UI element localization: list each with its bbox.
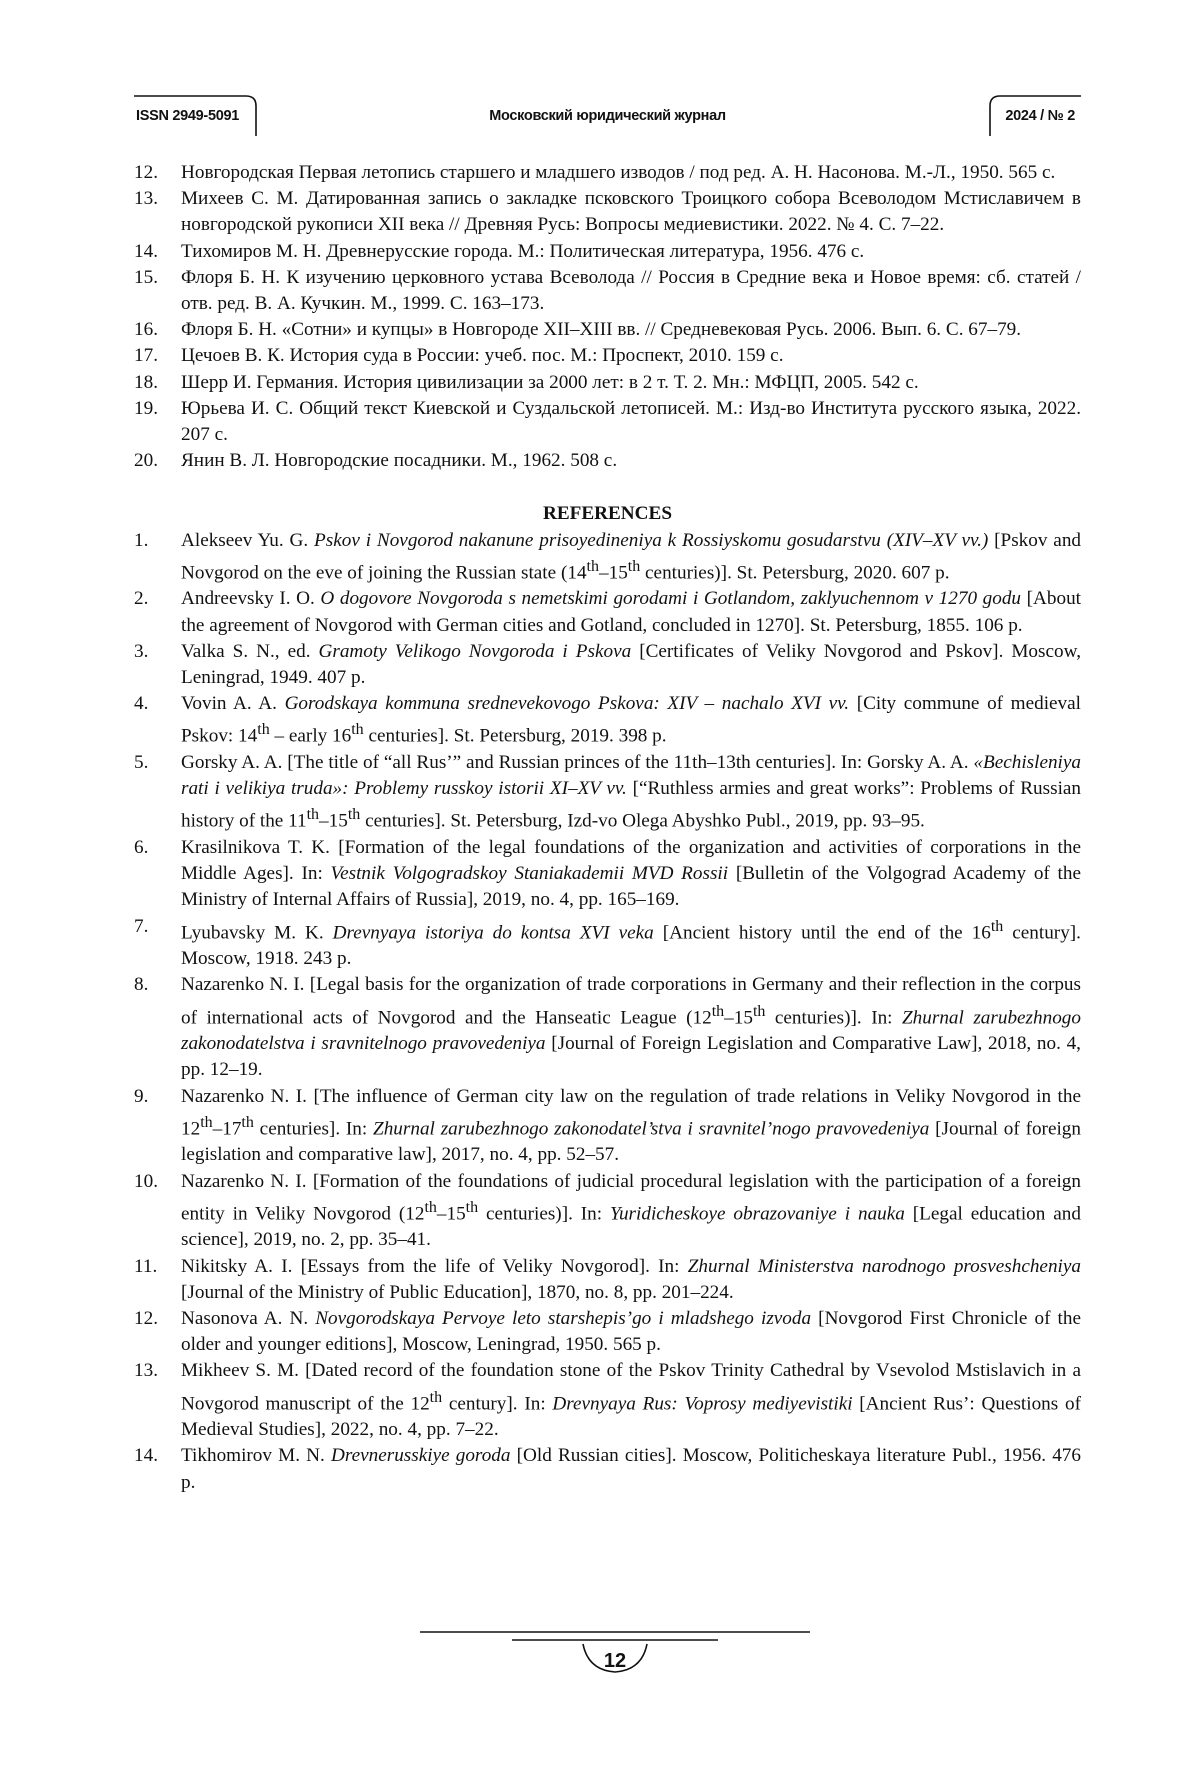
english-reference-item	[134, 586, 1081, 638]
russian-reference-item	[134, 343, 1081, 369]
russian-reference-item	[134, 448, 1081, 474]
russian-reference-item	[134, 160, 1081, 186]
reference-text: Vovin A. A. Gorodskaya kommuna srednevekovogo Pskova: XIV – nachalo XVI vv. [City commune of medieval Pskov: 14th – early 16th centuries]. St. Petersburg, 2019. 398 p.	[181, 693, 1081, 747]
reference-text: Юрьева И. С. Общий текст Киевской и Суздальской летописей. М.: Изд-во Института русского языка, 2022. 207 с.	[181, 397, 1081, 446]
reference-text: Тихомиров М. Н. Древнерусские города. М.: Политическая литература, 1956. 476 с.	[181, 240, 865, 262]
russian-reference-item	[134, 186, 1081, 238]
reference-text: Nikitsky A. I. [Essays from the life of Veliky Novgorod]. In: Zhurnal Ministerstva narodnogo prosveshcheniya [Journal of the Ministry of Public Education], 1870, no. 8, pp. 201–224.	[181, 1255, 1081, 1303]
english-reference-item	[134, 1254, 1081, 1306]
russian-reference-item	[134, 265, 1081, 317]
page-footer	[420, 1630, 810, 1690]
reference-text: Alekseev Yu. G. Pskov i Novgorod nakanune prisoyedineniya k Rossiyskomu gosudarstvu (XIV–XV vv.) [Pskov and Novgorod on the eve of joining the Russian state (14th–15th centuries)]. St. Petersburg, 2020. 607 p.	[181, 529, 1082, 584]
reference-text: Михеев С. М. Датированная запись о закладке псковского Троицкого собора Всеволодом Мстиславичем в новгородской рукописи XII века // Древняя Русь: Вопросы медиевистики. 2022. № 4. С. 7–22.	[181, 188, 1081, 236]
journal-title: Московский юридический журнал	[489, 108, 726, 124]
english-reference-item	[134, 835, 1081, 914]
english-reference-item	[134, 691, 1081, 750]
references-heading: REFERENCES	[542, 503, 672, 525]
reference-text: Nazarenko N. I. [Formation of the foundations of judicial procedural legislation with the participation of a foreign entity in Veliky Novgorod (12th–15th centuries)]. In: Yuridicheskoye obrazovaniye i nauka [Legal education and science], 2019, no. 2, pp. 35–41.	[181, 1170, 1081, 1251]
reference-text: Шерр И. Германия. История цивилизации за 2000 лет: в 2 т. Т. 2. Мн.: МФЦП, 2005. 542 с.	[181, 371, 919, 393]
russian-reference-item	[134, 239, 1081, 265]
reference-text: Andreevsky I. O. O dogovore Novgoroda s nemetskimi gorodami i Gotlandom, zaklyuchennom v 1270 godu [About the agreement of Novgorod with German cities and Gotland, concluded in 1270]. St. Petersburg, 1855. 106 p.	[181, 588, 1081, 636]
reference-number: 10.	[134, 1170, 158, 1192]
reference-text: Nazarenko N. I. [The influence of German city law on the regulation of trade relations in Veliky Novgorod in the 12th–17th centuries]. In: Zhurnal zarubezhnogo zakonodatel’stva i sravnitel’nogo pravovedeniya [Journal of foreign legislation and comparative law], 2017, no. 4, pp. 52–57.	[181, 1085, 1081, 1166]
reference-number: 2.	[134, 588, 149, 610]
english-reference-item	[134, 639, 1081, 691]
reference-text: Valka S. N., ed. Gramoty Velikogo Novgoroda i Pskova [Certificates of Veliky Novgorod and Pskov]. Moscow, Leningrad, 1949. 407 p.	[181, 640, 1082, 689]
russian-reference-list	[134, 160, 1081, 474]
english-reference-item	[134, 1443, 1081, 1495]
reference-number: 12.	[134, 162, 158, 183]
reference-number: 18.	[134, 371, 158, 393]
russian-reference-item	[134, 317, 1081, 343]
russian-reference-item	[134, 370, 1081, 396]
reference-number: 3.	[134, 640, 149, 662]
reference-number: 14.	[134, 1445, 158, 1467]
reference-text: Новгородская Первая летопись старшего и младшего изводов / под ред. А. Н. Насонова. М.-Л., 1950. 565 с.	[181, 162, 1056, 183]
reference-text: Krasilnikova T. K. [Formation of the legal foundations of the organization and activities of corporations in the Middle Ages]. In: Vestnik Volgogradskoy Staniakademii MVD Rossii [Bulletin of the Volgograd Academy of the Ministry of Internal Affairs of Russia], 2019, no. 4, pp. 165–169.	[181, 837, 1081, 911]
page-number: 12	[603, 1650, 627, 1672]
english-reference-item	[134, 528, 1081, 587]
reference-number: 1.	[134, 529, 149, 551]
reference-text: Янин В. Л. Новгородские посадники. М., 1962. 508 с.	[181, 450, 618, 472]
reference-number: 15.	[134, 266, 158, 288]
reference-number: 16.	[134, 319, 158, 341]
reference-text: Nasonova A. N. Novgorodskaya Pervoye leto starshepis’go i mladshego izvoda [Novgorod First Chronicle of the older and younger editions], Moscow, Leningrad, 1950. 565 p.	[181, 1308, 1081, 1356]
reference-text: Gorsky A. A. [The title of “all Rus’” and Russian princes of the 11th–13th centuries]. In: Gorsky A. A. «Bechisleniya rati i velikiya truda»: Problemy russkoy istorii XI–XV vv. [“Ruthless armies and great works”: Problems of Russian history of the 11th–15th centuries]. St. Petersburg, Izd-vo Olega Abyshko Publ., 2019, pp. 93–95.	[181, 752, 1082, 832]
english-reference-item	[134, 1169, 1081, 1254]
reference-number: 5.	[134, 752, 149, 774]
page-body	[134, 160, 1081, 1496]
reference-number: 11.	[134, 1255, 158, 1277]
reference-number: 13.	[134, 1360, 158, 1382]
reference-number: 4.	[134, 693, 149, 715]
issue-number: 2024 / № 2	[1005, 108, 1075, 124]
english-reference-item	[134, 972, 1081, 1083]
reference-text: Цечоев В. К. История суда в России: учеб. пос. М.: Проспект, 2010. 159 с.	[181, 345, 784, 367]
reference-text: Lyubavsky M. K. Drevnyaya istoriya do kontsa XVI veka [Ancient history until the end of the 16th century]. Moscow, 1918. 243 p.	[181, 917, 1081, 970]
english-reference-item	[134, 914, 1081, 973]
running-header	[134, 88, 1081, 136]
reference-text: Tikhomirov M. N. Drevnerusskiye goroda [Old Russian cities]. Moscow, Politicheskaya literature Publ., 1956. 476 p.	[181, 1445, 1081, 1493]
reference-number: 7.	[134, 915, 149, 937]
reference-number: 13.	[134, 188, 158, 210]
reference-text: Nazarenko N. I. [Legal basis for the organization of trade corporations in Germany and their reflection in the corpus of international acts of Novgorod and the Hanseatic League (12th–15th centuries)]. In: Zhurnal zarubezhnogo zakonodatelstva i sravnitelnogo pravovedeniya [Journal of Foreign Legislation and Comparative Law], 2018, no. 4, pp. 12–19.	[181, 974, 1081, 1081]
english-reference-list	[134, 528, 1081, 1496]
reference-number: 8.	[134, 974, 149, 996]
reference-text: Mikheev S. M. [Dated record of the foundation stone of the Pskov Trinity Cathedral by Vsevolod Mstislavich in a Novgorod manuscript of the 12th century]. In: Drevnyaya Rus: Voprosy mediyevistiki [Ancient Rus’: Questions of Medieval Studies], 2022, no. 4, pp. 7–22.	[181, 1360, 1081, 1441]
english-reference-item	[134, 750, 1081, 835]
reference-number: 20.	[134, 450, 158, 472]
reference-text: Флоря Б. Н. К изучению церковного устава Всеволода // Россия в Средние века и Новое время: сб. статей / отв. ред. В. А. Кучкин. М., 1999. С. 163–173.	[181, 266, 1081, 315]
reference-number: 12.	[134, 1308, 158, 1330]
russian-reference-item	[134, 396, 1081, 448]
reference-number: 17.	[134, 345, 158, 367]
reference-number: 6.	[134, 837, 149, 859]
reference-text: Флоря Б. Н. «Сотни» и купцы» в Новгороде XII–XIII вв. // Средневековая Русь. 2006. Вып. 6. С. 67–79.	[181, 319, 1022, 341]
english-reference-item	[134, 1358, 1081, 1443]
reference-number: 19.	[134, 397, 158, 419]
english-reference-item	[134, 1306, 1081, 1358]
issn: ISSN 2949-5091	[136, 108, 240, 124]
reference-number: 14.	[134, 240, 158, 262]
reference-number: 9.	[134, 1085, 149, 1107]
english-reference-item	[134, 1084, 1081, 1169]
